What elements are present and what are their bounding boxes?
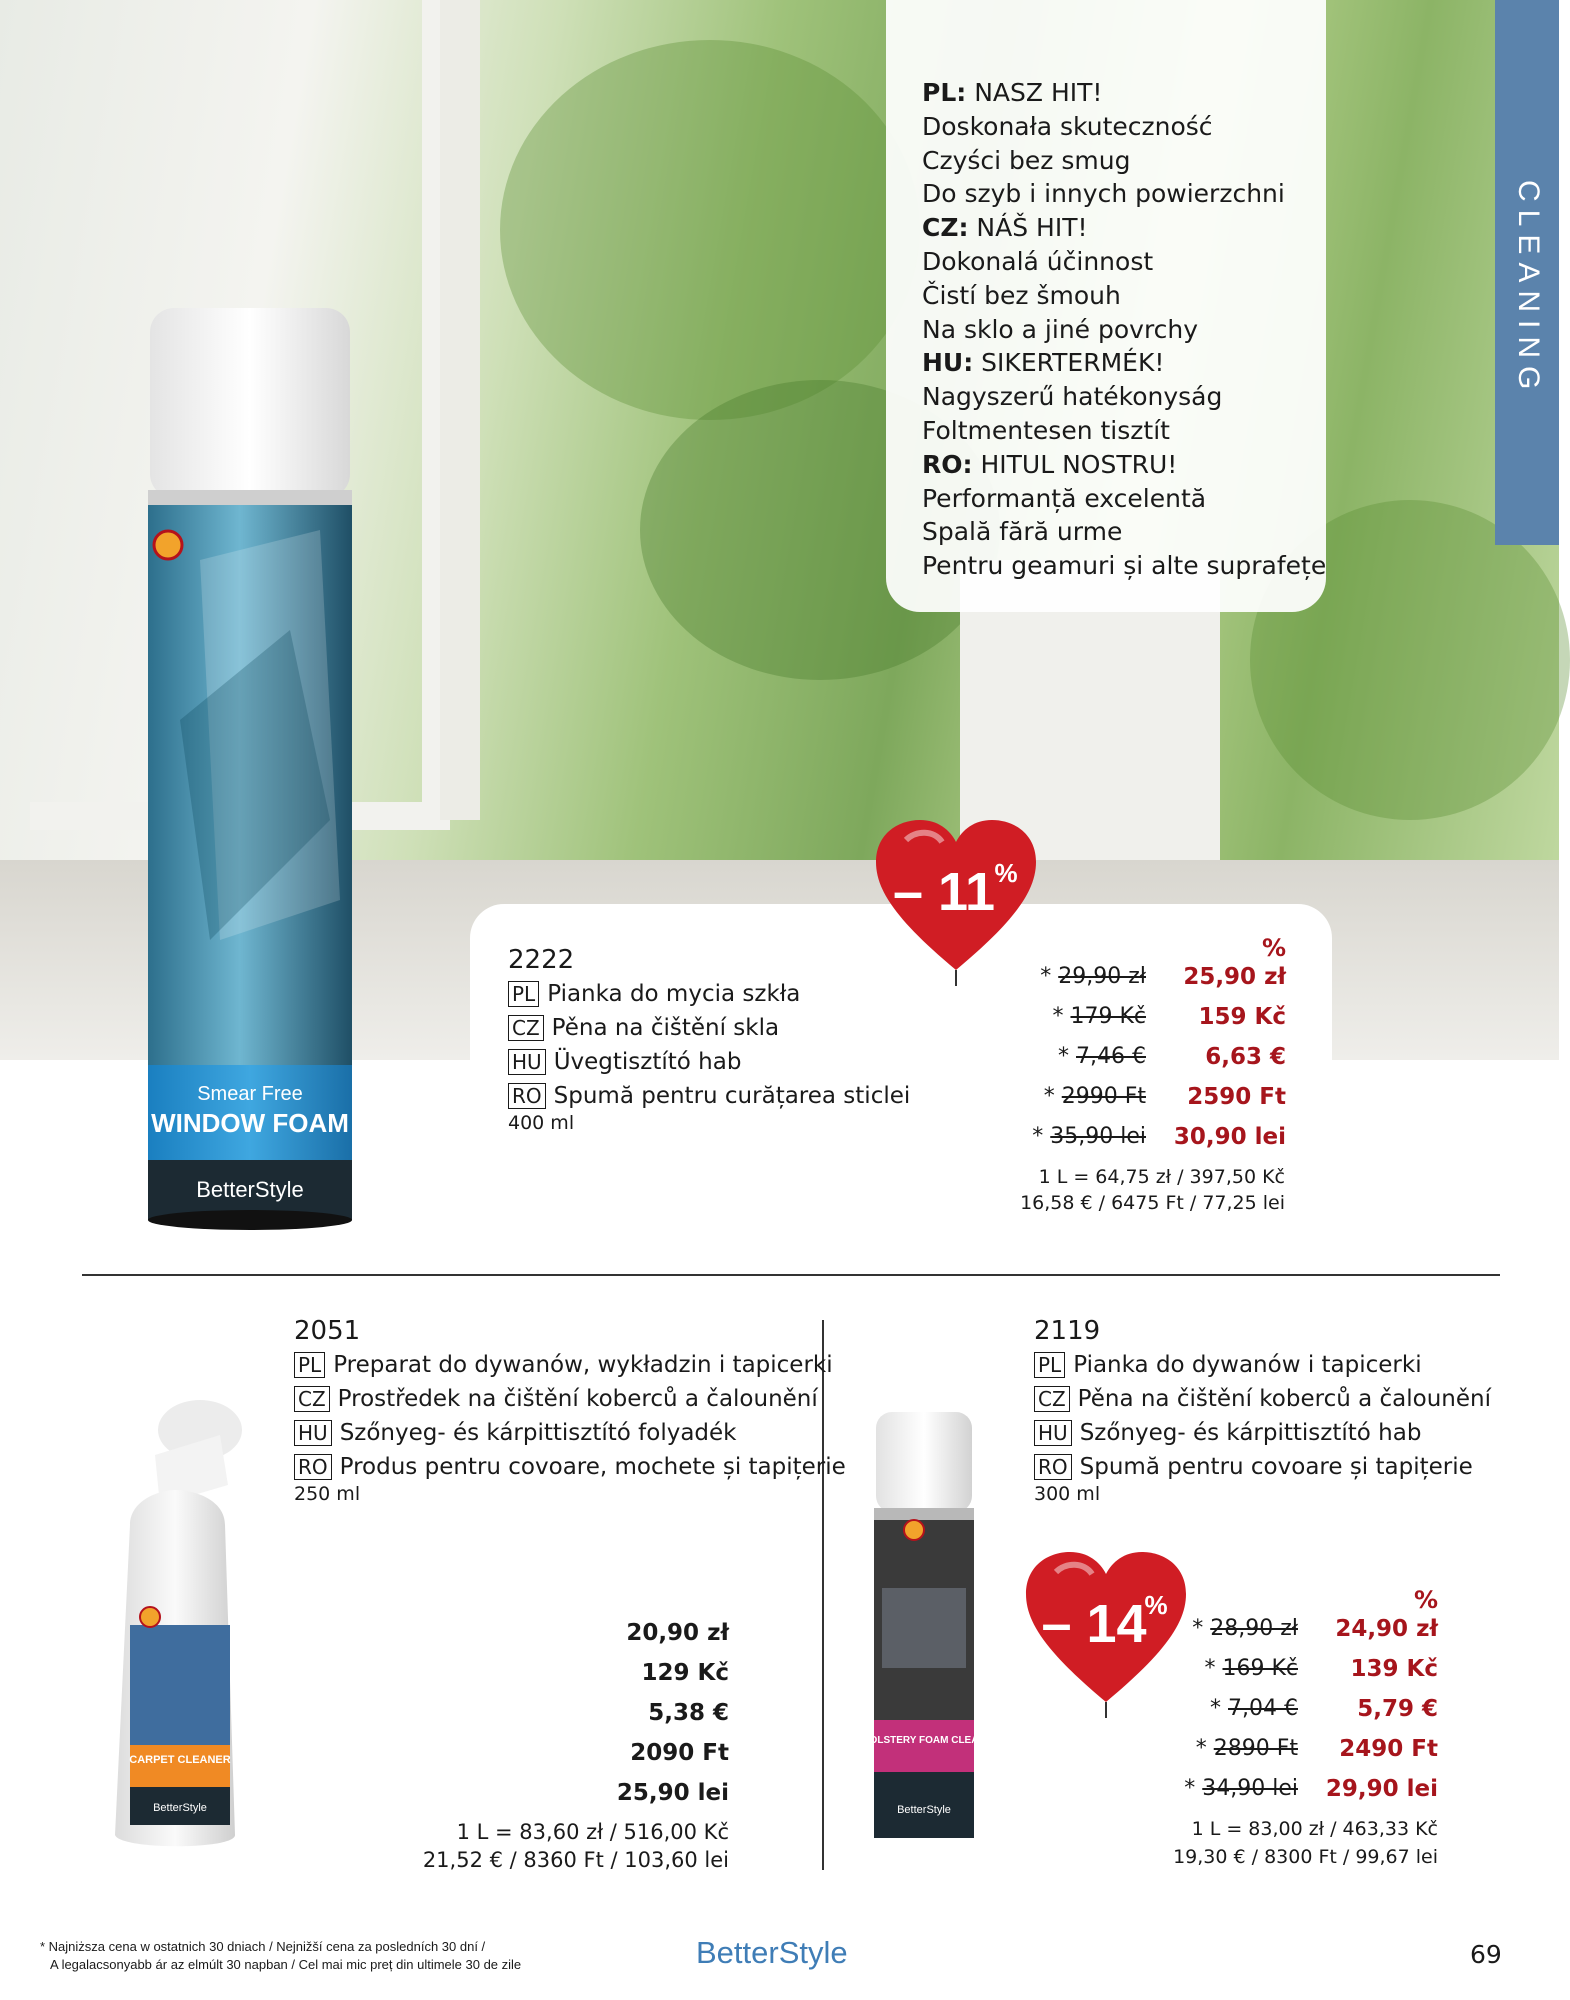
new-price: 2590 Ft <box>1187 1084 1286 1110</box>
price-eur: 5,38 € <box>648 1700 729 1726</box>
claim-line: HU: SIKERTERMÉK! <box>922 348 1165 378</box>
old-price: * 2990 Ft <box>1043 1084 1146 1109</box>
old-price: * 7,46 € <box>1058 1044 1146 1069</box>
product-volume: 400 ml <box>508 1112 575 1134</box>
price-row-eur <box>986 1044 1286 1080</box>
claim-line: Na sklo a jiné povrchy <box>922 314 1199 344</box>
new-price: 2490 Ft <box>1339 1736 1438 1762</box>
price-row-pln <box>986 964 1286 1000</box>
price-row-huf <box>986 1084 1286 1120</box>
svg-text:BetterStyle: BetterStyle <box>196 1177 304 1202</box>
unit-price-line: 16,58 € / 6475 Ft / 77,25 lei <box>1020 1192 1285 1214</box>
product-name-ro: RO Spumă pentru curățarea sticlei <box>508 1080 910 1112</box>
claim-line: PL: NASZ HIT! <box>922 78 1103 107</box>
old-price: * 179 Kč <box>1052 1004 1146 1029</box>
product-code: 2119 <box>1034 1316 1101 1346</box>
section-divider <box>82 1274 1500 1276</box>
new-price: 5,79 € <box>1357 1696 1438 1722</box>
percent-header: % <box>1414 1586 1439 1614</box>
old-price: * 29,90 zł <box>1040 964 1146 989</box>
svg-text:Smear Free: Smear Free <box>197 1083 303 1105</box>
new-price: 6,63 € <box>1205 1044 1286 1070</box>
product-name-cz: CZ Prostředek na čištění koberců a čalounění <box>294 1383 818 1415</box>
old-price: * 34,90 lei <box>1184 1776 1298 1801</box>
product-volume: 250 ml <box>294 1483 361 1505</box>
unit-price-line: 19,30 € / 8300 Ft / 99,67 lei <box>1173 1846 1438 1868</box>
price-row-ron <box>986 1124 1286 1160</box>
hero-claims-bubble <box>886 0 1326 612</box>
svg-text:BetterStyle: BetterStyle <box>153 1802 207 1814</box>
product-name-pl: PL Pianka do dywanów i tapicerki <box>1034 1349 1422 1381</box>
carpet-cleaner-bottle-image <box>100 1395 250 1855</box>
product-code: 2051 <box>294 1316 361 1346</box>
product-name-hu: HU Szőnyeg- és kárpittisztító hab <box>1034 1417 1421 1449</box>
page-number: 69 <box>1470 1940 1502 1969</box>
claim-line: Doskonała skuteczność <box>922 111 1213 141</box>
svg-text:– 14: – 14 <box>1041 1594 1147 1654</box>
old-price: * 28,90 zł <box>1192 1616 1298 1641</box>
old-price: * 7,04 € <box>1210 1696 1298 1721</box>
claim-line: Do szyb i innych powierzchni <box>922 179 1285 209</box>
unit-price-line: 21,52 € / 8360 Ft / 103,60 lei <box>422 1848 729 1872</box>
claim-line: Spală fără urme <box>922 517 1123 547</box>
price-pln: 20,90 zł <box>626 1620 729 1646</box>
claim-line: Dokonalá účinnost <box>922 246 1154 276</box>
product-volume: 300 ml <box>1034 1483 1101 1505</box>
upholstery-foam-can-image <box>848 1408 1000 1848</box>
price-czk: 129 Kč <box>641 1660 729 1686</box>
new-price: 29,90 lei <box>1325 1776 1438 1802</box>
price-huf: 2090 Ft <box>630 1740 729 1766</box>
window-foam-can-image <box>140 300 360 1230</box>
svg-text:CARPET CLEANER: CARPET CLEANER <box>129 1754 231 1766</box>
claim-line: Czyści bez smug <box>922 145 1131 175</box>
svg-text:%: % <box>994 858 1018 888</box>
claim-line: Foltmentesen tisztít <box>922 415 1170 445</box>
claim-line: Čistí bez šmouh <box>922 280 1121 310</box>
product-name-hu: HU Üvegtisztító hab <box>508 1046 741 1078</box>
new-price: 139 Kč <box>1350 1656 1438 1682</box>
price-row-eur <box>1138 1696 1438 1732</box>
price-row-ron <box>1138 1776 1438 1812</box>
new-price: 159 Kč <box>1198 1004 1286 1030</box>
claim-line: CZ: NÁŠ HIT! <box>922 213 1088 243</box>
product-name-cz: CZ Pěna na čištění koberců a čalounění <box>1034 1383 1491 1415</box>
category-label: CLEANING <box>1512 180 1545 398</box>
new-price: 30,90 lei <box>1173 1124 1286 1150</box>
product-name-ro: RO Spumă pentru covoare și tapițerie <box>1034 1451 1473 1483</box>
brand-logo: BetterStyle <box>696 1935 848 1970</box>
svg-text:%: % <box>1144 1590 1168 1620</box>
unit-price-line: 1 L = 64,75 zł / 397,50 Kč <box>1038 1166 1285 1188</box>
price-row-czk <box>986 1004 1286 1040</box>
claim-line: RO: HITUL NOSTRU! <box>922 449 1178 479</box>
new-price: 24,90 zł <box>1335 1616 1438 1642</box>
claim-line: Pentru geamuri și alte suprafețe <box>922 551 1327 581</box>
svg-text:WINDOW FOAM: WINDOW FOAM <box>151 1108 349 1138</box>
category-tab <box>1495 0 1559 545</box>
product-code: 2222 <box>508 945 575 975</box>
product-name-pl: PL Preparat do dywanów, wykładzin i tapicerki <box>294 1349 833 1381</box>
product-name-ro: RO Produs pentru covoare, mochete și tapițerie <box>294 1451 846 1483</box>
price-row-pln <box>1138 1616 1438 1652</box>
unit-price-line: 1 L = 83,00 zł / 463,33 Kč <box>1191 1818 1438 1840</box>
price-row-czk <box>1138 1656 1438 1692</box>
new-price: 25,90 zł <box>1183 964 1286 990</box>
svg-text:BetterStyle: BetterStyle <box>897 1804 951 1816</box>
percent-header: % <box>1262 934 1287 962</box>
svg-text:– 11: – 11 <box>892 862 996 922</box>
price-ron: 25,90 lei <box>616 1780 729 1806</box>
product-name-cz: CZ Pěna na čištění skla <box>508 1012 779 1044</box>
price-row-huf <box>1138 1736 1438 1772</box>
old-price: * 35,90 lei <box>1032 1124 1146 1149</box>
unit-price-line: 1 L = 83,60 zł / 516,00 Kč <box>456 1820 729 1844</box>
svg-text:UPHOLSTERY FOAM CLEANER: UPHOLSTERY FOAM CLEANER <box>848 1735 1000 1746</box>
old-price: * 2890 Ft <box>1195 1736 1298 1761</box>
claim-line: Nagyszerű hatékonyság <box>922 382 1223 412</box>
claim-line: Performanță excelentă <box>922 483 1207 513</box>
product-name-pl: PL Pianka do mycia szkła <box>508 978 800 1010</box>
product-name-hu: HU Szőnyeg- és kárpittisztító folyadék <box>294 1417 737 1449</box>
old-price: * 169 Kč <box>1204 1656 1298 1681</box>
column-divider <box>822 1320 824 1870</box>
footer-price-note: * Najniższa cena w ostatnich 30 dniach / Nejnižší cena za posledních 30 dní / A legalacsonyabb ár az elmúlt 30 napban / Cel mai mic preț din ultimele 30 de zile <box>40 1939 522 1972</box>
